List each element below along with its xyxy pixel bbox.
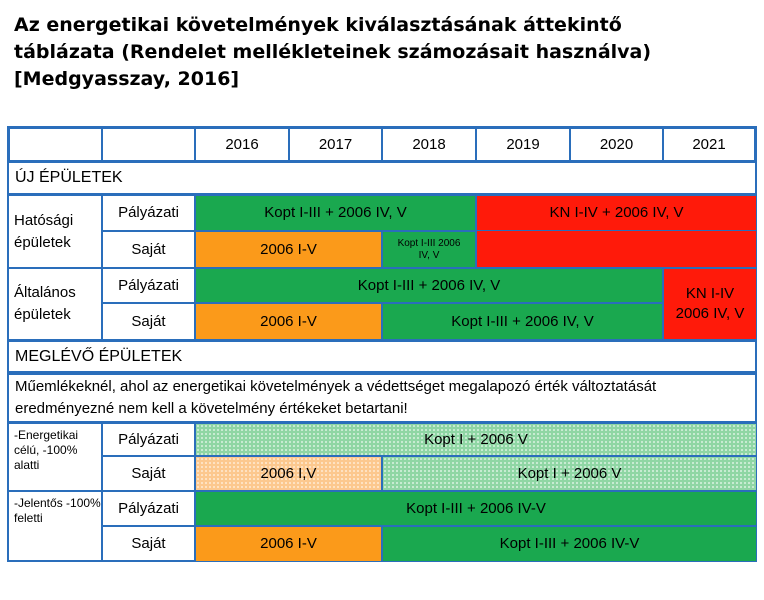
group-label-hatosagi: Hatósági épületek xyxy=(7,195,102,268)
cell-significant-sajat-2006: 2006 I-V xyxy=(195,526,382,562)
cell-energy-sajat-2006: 2006 I,V xyxy=(195,456,382,491)
page-title: Az energetikai követelmények kiválasztásának áttekintő táblázata (Rendelet mellékleteinek számozásait használva) [Medgyasszay, 2016] xyxy=(14,14,652,90)
year-header-2017: 2017 xyxy=(289,128,382,161)
row-label-palyazati: Pályázati xyxy=(102,491,195,526)
monument-note: Műemlékeknél, ahol az energetikai követelmények a védettséget megalapozó érték változtatását eredményezné nem kell a követelmény értékeket betartani! xyxy=(7,373,757,423)
row-label-sajat: Saját xyxy=(102,231,195,268)
group-label-significant: -Jelentős -100% feletti xyxy=(7,491,102,562)
row-label-sajat: Saját xyxy=(102,456,195,491)
cell-significant-palyazati-kopt: Kopt I-III + 2006 IV-V xyxy=(195,491,757,526)
year-header-2018: 2018 xyxy=(382,128,476,161)
cell-energy-palyazati-kopt: Kopt I + 2006 V xyxy=(195,423,757,456)
row-label-palyazati: Pályázati xyxy=(102,268,195,303)
cell-hatosagi-kn: KN I-IV + 2006 IV, V xyxy=(476,195,757,231)
row-label-sajat: Saját xyxy=(102,303,195,340)
cell-hatosagi-palyazati-kopt: Kopt I-III + 2006 IV, V xyxy=(195,195,476,231)
cell-altalanos-sajat-kopt: Kopt I-III + 2006 IV, V xyxy=(382,303,663,340)
cell-hatosagi-red-fill xyxy=(476,231,757,268)
cell-altalanos-sajat-2006: 2006 I-V xyxy=(195,303,382,340)
cell-altalanos-palyazati-kopt: Kopt I-III + 2006 IV, V xyxy=(195,268,663,303)
cell-energy-sajat-kopt: Kopt I + 2006 V xyxy=(382,456,757,491)
year-header-2016: 2016 xyxy=(195,128,289,161)
cell-significant-sajat-kopt: Kopt I-III + 2006 IV-V xyxy=(382,526,757,562)
year-header-2020: 2020 xyxy=(570,128,663,161)
row-label-sajat: Saját xyxy=(102,526,195,562)
header-corner-cell xyxy=(9,128,102,161)
group-label-energy-goal: -Energetikai célú, -100% alatti xyxy=(7,423,102,491)
group-label-altalanos: Általános épületek xyxy=(7,268,102,340)
year-header-2021: 2021 xyxy=(663,128,755,161)
cell-hatosagi-sajat-kopt: Kopt I-III 2006 IV, V xyxy=(382,231,476,268)
cell-altalanos-kn: KN I-IV 2006 IV, V xyxy=(663,268,757,340)
header-corner-cell-2 xyxy=(102,128,195,161)
year-header-2019: 2019 xyxy=(476,128,570,161)
section-existing-buildings: MEGLÉVŐ ÉPÜLETEK xyxy=(7,340,757,373)
row-label-palyazati: Pályázati xyxy=(102,423,195,456)
row-label-palyazati: Pályázati xyxy=(102,195,195,231)
section-new-buildings: ÚJ ÉPÜLETEK xyxy=(7,161,757,195)
cell-hatosagi-sajat-2006: 2006 I-V xyxy=(195,231,382,268)
